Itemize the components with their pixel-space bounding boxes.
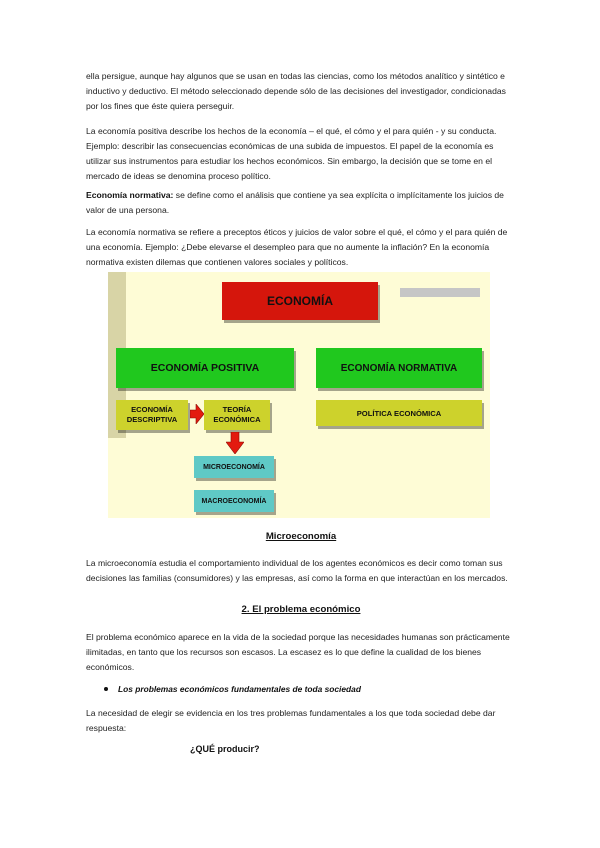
economy-diagram: [108, 272, 490, 518]
normative-term: Economía normativa:: [86, 190, 174, 200]
arrow-down-icon: [226, 432, 244, 454]
teoria-economica-box: TEORÍA ECONÓMICA: [204, 400, 270, 430]
paragraph-economic-problem: El problema económico aparece en la vida de la sociedad porque las necesidades humanas son prácticamente ilimitadas, en tanto que los recursos son escasos. La escasez es lo que define la cualidad de los bienes económicos.: [86, 632, 510, 672]
microeconomia-box: MICROECONOMÍA: [194, 456, 274, 478]
paragraph-need-to-choose: La necesidad de elegir se evidencia en los tres problemas fundamentales a los que toda sociedad debe dar respuesta:: [86, 708, 496, 733]
paragraph-normative-economy: La economía normativa se refiere a preceptos éticos y juicios de valor sobre el qué, el cómo y el para quién de una economía. Ejemplo: ¿Debe elevarse el desempleo para que no aumente la inflación? En la economía normativa existen dilemas que contienen valores sociales y políticos.: [86, 227, 508, 267]
diagram-gray-bar: [400, 288, 480, 297]
economia-descriptiva-box: ECONOMÍA DESCRIPTIVA: [116, 400, 188, 430]
paragraph-normative-definition: [86, 188, 516, 218]
economia-normativa-box: ECONOMÍA NORMATIVA: [316, 348, 482, 388]
normative-definition-text: se define como el análisis que contiene ya sea explícita o implícitamente los juicios de valor de una persona.: [86, 190, 504, 215]
heading-microeconomia: Microeconomía: [265, 531, 337, 542]
bullet-dot-icon: [104, 687, 108, 691]
politica-economica-box: POLÍTICA ECONÓMICA: [316, 400, 482, 426]
bullet-item: [104, 684, 524, 694]
question-what-to-produce: ¿QUÉ producir?: [190, 744, 260, 754]
bullet-text: Los problemas económicos fundamentales de toda sociedad: [118, 684, 361, 694]
economia-positiva-box: ECONOMÍA POSITIVA: [116, 348, 294, 388]
paragraph-positive-economy: La economía positiva describe los hechos de la economía – el qué, el cómo y el para quién - y su conducta. Ejemplo: describir las consecuencias económicas de una subida de impuestos. El papel de la economía es utilizar sus instrumentos para estudiar los hechos económicos. Sin embargo, la decisión que se tome en el mercado de ideas se denomina proceso político.: [86, 126, 497, 181]
paragraph-methods: ella persigue, aunque hay algunos que se usan en todas las ciencias, como los métodos analítico y sintético e inductivo y deductivo. El método seleccionado depende sólo de las decisiones del investigador, condicionadas por los fines que éste quiera perseguir.: [86, 71, 506, 111]
macroeconomia-box: MACROECONOMÍA: [194, 490, 274, 512]
heading-problema-economico: 2. El problema económico: [241, 604, 361, 615]
arrow-right-icon: [190, 404, 204, 424]
paragraph-microeconomics: La microeconomía estudia el comportamiento individual de los agentes económicos es decir como toman sus decisiones las familias (consumidores) y las empresas, así como la forma en que interactúan en los mercados.: [86, 558, 508, 583]
economia-box: ECONOMÍA: [222, 282, 378, 320]
